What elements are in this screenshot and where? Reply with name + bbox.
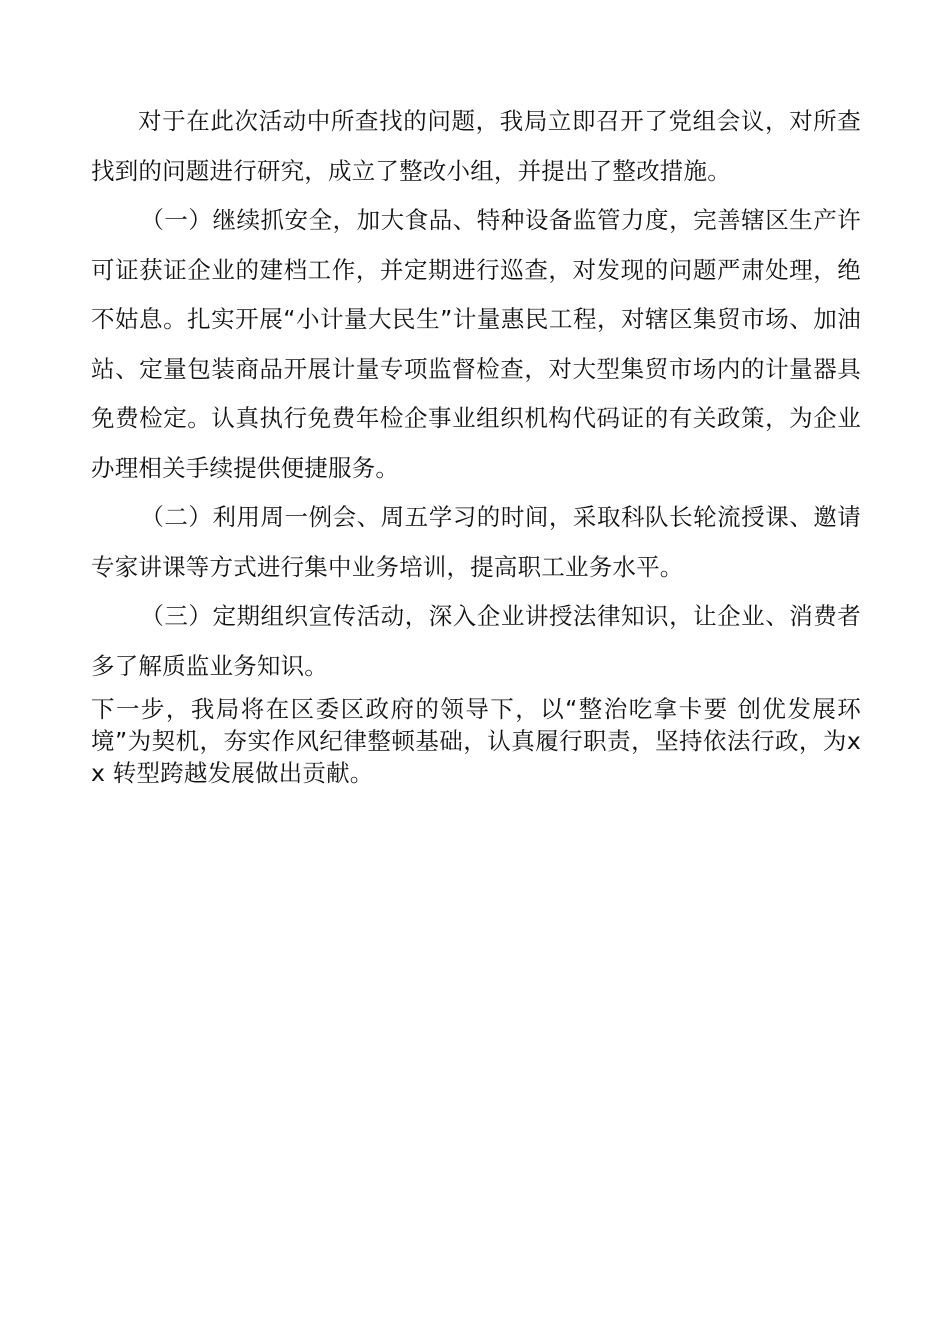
document-body — [91, 97, 861, 789]
paragraph-measure-two: （二）利用周一例会、周五学习的时间，采取科队长轮流授课、邀请专家讲课等方式进行集中业务培训，提高职工业务水平。 — [91, 503, 861, 581]
paragraph-measure-one: （一）继续抓安全，加大食品、特种设备监管力度，完善辖区生产许可证获证企业的建档工作，并定期进行巡查，对发现的问题严肃处理，绝不姑息。扎实开展“小计量大民生”计量惠民工程，对辖区集贸市场、加油站、定量包装商品开展计量专项监督检查，对大型集贸市场内的计量器具免费检定。认真执行免费年检企事业组织机构代码证的有关政策，为企业办理相关手续提供便捷服务。 — [91, 206, 861, 482]
paragraph-next-step: 下一步，我局将在区委区政府的领导下，以“整治吃拿卡要 创优发展环境”为契机，夯实作风纪律整顿基础，认真履行职责，坚持依法行政，为xx 转型跨越发展做出贡献。 — [91, 695, 861, 787]
paragraph-measure-three: （三）定期组织宣传活动，深入企业讲授法律知识，让企业、消费者多了解质监业务知识。 — [91, 602, 861, 680]
paragraph-intro: 对于在此次活动中所查找的问题，我局立即召开了党组会议，对所查找到的问题进行研究，成立了整改小组，并提出了整改措施。 — [91, 107, 861, 185]
